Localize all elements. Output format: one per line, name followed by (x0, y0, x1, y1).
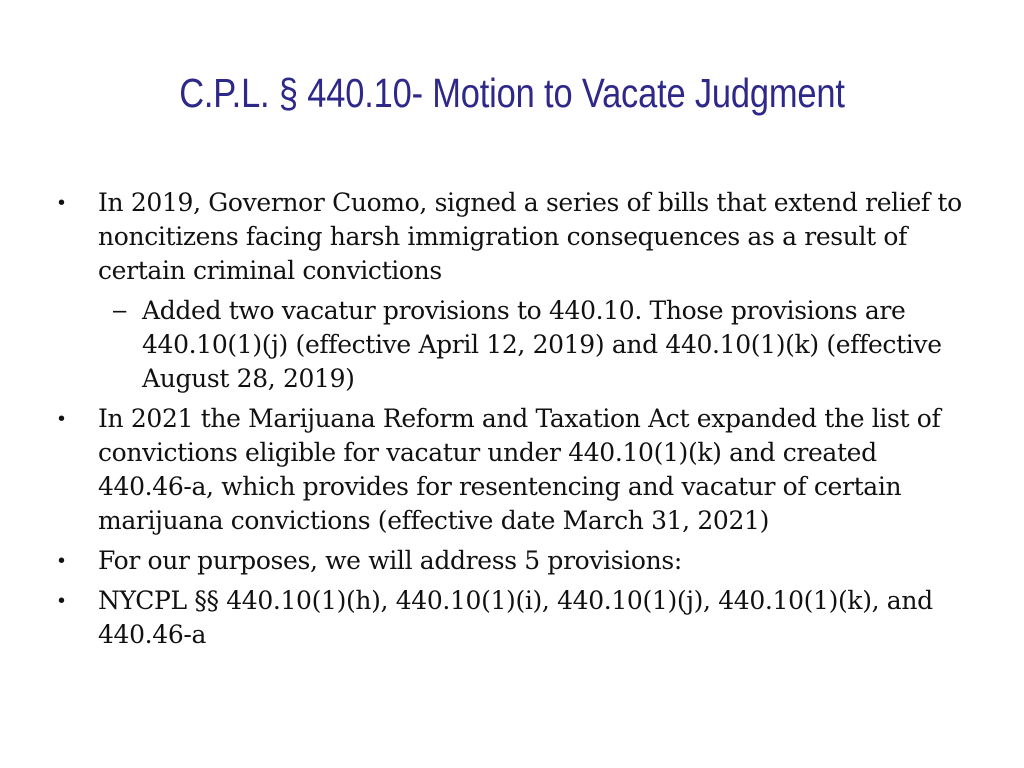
bullet-text: In 2021 the Marijuana Reform and Taxation Act expanded the list of convictions eligible for vacatur under 440.10(1)(k) and created 440.46-a, which provides for resentencing and vacatur of certain marijuana convictions (effective date March 31, 2021) (98, 404, 941, 535)
bullet-text: For our purposes, we will address 5 provisions: (98, 546, 682, 575)
slide-title: C.P.L. § 440.10- Motion to Vacate Judgment (179, 70, 845, 116)
bullet-marker: • (58, 408, 66, 430)
bullet-item (56, 584, 976, 652)
bullet-text: In 2019, Governor Cuomo, signed a series of bills that extend relief to noncitizens facing harsh immigration consequences as a result of certain criminal convictions (98, 188, 962, 285)
bullet-text: NYCPL §§ 440.10(1)(h), 440.10(1)(i), 440.10(1)(j), 440.10(1)(k), and 440.46-a (98, 586, 933, 649)
sub-bullet-text: Added two vacatur provisions to 440.10. Those provisions are 440.10(1)(j) (effective April 12, 2019) and 440.10(1)(k) (effective August 28, 2019) (142, 296, 942, 393)
bullet-item (56, 402, 976, 538)
bullet-marker: • (58, 590, 66, 612)
bullet-marker: • (58, 192, 66, 214)
bullet-item (56, 544, 976, 578)
bullet-item (56, 186, 976, 288)
bullet-list (56, 186, 976, 658)
sub-bullet-marker: – (113, 297, 127, 324)
sub-bullet-item (56, 294, 976, 396)
bullet-marker: • (58, 550, 66, 572)
